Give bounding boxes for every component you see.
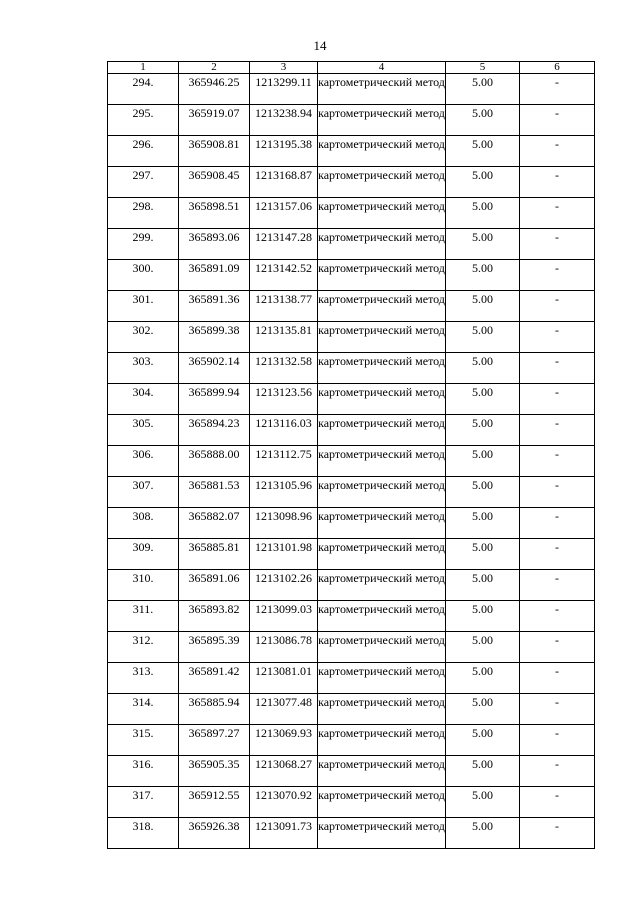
point-number-cell: 315. (108, 725, 179, 756)
point-number-cell: 298. (108, 198, 179, 229)
accuracy-cell: 5.00 (446, 198, 520, 229)
accuracy-cell: 5.00 (446, 105, 520, 136)
table-row (108, 787, 595, 818)
point-number-cell: 302. (108, 322, 179, 353)
x-coordinate-cell: 365885.94 (179, 694, 250, 725)
x-coordinate-cell: 365897.27 (179, 725, 250, 756)
point-number-cell: 301. (108, 291, 179, 322)
note-cell: - (520, 322, 595, 353)
table-body (108, 74, 595, 849)
method-cell: картометрический метод (318, 260, 446, 291)
accuracy-cell: 5.00 (446, 632, 520, 663)
y-coordinate-cell: 1213101.98 (250, 539, 318, 570)
point-number-cell: 313. (108, 663, 179, 694)
x-coordinate-cell: 365891.42 (179, 663, 250, 694)
accuracy-cell: 5.00 (446, 136, 520, 167)
accuracy-cell: 5.00 (446, 601, 520, 632)
x-coordinate-cell: 365926.38 (179, 818, 250, 849)
x-coordinate-cell: 365891.36 (179, 291, 250, 322)
note-cell: - (520, 632, 595, 663)
note-cell: - (520, 229, 595, 260)
table-row (108, 570, 595, 601)
point-number-cell: 296. (108, 136, 179, 167)
method-cell: картометрический метод (318, 725, 446, 756)
column-header: 5 (446, 62, 520, 74)
table-row (108, 136, 595, 167)
method-cell: картометрический метод (318, 570, 446, 601)
point-number-cell: 309. (108, 539, 179, 570)
y-coordinate-cell: 1213168.87 (250, 167, 318, 198)
note-cell: - (520, 477, 595, 508)
table-row (108, 291, 595, 322)
y-coordinate-cell: 1213077.48 (250, 694, 318, 725)
y-coordinate-cell: 1213116.03 (250, 415, 318, 446)
column-header: 4 (318, 62, 446, 74)
table-row (108, 818, 595, 849)
method-cell: картометрический метод (318, 477, 446, 508)
method-cell: картометрический метод (318, 322, 446, 353)
table-row (108, 446, 595, 477)
point-number-cell: 312. (108, 632, 179, 663)
note-cell: - (520, 694, 595, 725)
y-coordinate-cell: 1213068.27 (250, 756, 318, 787)
note-cell: - (520, 446, 595, 477)
x-coordinate-cell: 365888.00 (179, 446, 250, 477)
note-cell: - (520, 167, 595, 198)
accuracy-cell: 5.00 (446, 508, 520, 539)
point-number-cell: 318. (108, 818, 179, 849)
method-cell: картометрический метод (318, 446, 446, 477)
point-number-cell: 317. (108, 787, 179, 818)
x-coordinate-cell: 365881.53 (179, 477, 250, 508)
table-row (108, 353, 595, 384)
method-cell: картометрический метод (318, 167, 446, 198)
table-row (108, 167, 595, 198)
table-row (108, 632, 595, 663)
method-cell: картометрический метод (318, 756, 446, 787)
accuracy-cell: 5.00 (446, 787, 520, 818)
accuracy-cell: 5.00 (446, 570, 520, 601)
x-coordinate-cell: 365919.07 (179, 105, 250, 136)
accuracy-cell: 5.00 (446, 415, 520, 446)
note-cell: - (520, 756, 595, 787)
y-coordinate-cell: 1213135.81 (250, 322, 318, 353)
accuracy-cell: 5.00 (446, 756, 520, 787)
table-row (108, 74, 595, 105)
y-coordinate-cell: 1213299.11 (250, 74, 318, 105)
x-coordinate-cell: 365912.55 (179, 787, 250, 818)
accuracy-cell: 5.00 (446, 539, 520, 570)
table-row (108, 415, 595, 446)
table-row (108, 508, 595, 539)
table-header-row (108, 62, 595, 74)
point-number-cell: 308. (108, 508, 179, 539)
method-cell: картометрический метод (318, 694, 446, 725)
column-header: 2 (179, 62, 250, 74)
method-cell: картометрический метод (318, 384, 446, 415)
note-cell: - (520, 198, 595, 229)
table-row (108, 601, 595, 632)
accuracy-cell: 5.00 (446, 725, 520, 756)
accuracy-cell: 5.00 (446, 694, 520, 725)
note-cell: - (520, 136, 595, 167)
point-number-cell: 297. (108, 167, 179, 198)
coordinates-table (107, 61, 595, 849)
y-coordinate-cell: 1213091.73 (250, 818, 318, 849)
y-coordinate-cell: 1213142.52 (250, 260, 318, 291)
y-coordinate-cell: 1213081.01 (250, 663, 318, 694)
point-number-cell: 300. (108, 260, 179, 291)
accuracy-cell: 5.00 (446, 322, 520, 353)
page-number: 14 (313, 38, 327, 53)
note-cell: - (520, 291, 595, 322)
point-number-cell: 294. (108, 74, 179, 105)
note-cell: - (520, 725, 595, 756)
y-coordinate-cell: 1213123.56 (250, 384, 318, 415)
point-number-cell: 299. (108, 229, 179, 260)
method-cell: картометрический метод (318, 353, 446, 384)
column-header: 3 (250, 62, 318, 74)
table-row (108, 539, 595, 570)
accuracy-cell: 5.00 (446, 663, 520, 694)
method-cell: картометрический метод (318, 74, 446, 105)
accuracy-cell: 5.00 (446, 260, 520, 291)
y-coordinate-cell: 1213138.77 (250, 291, 318, 322)
x-coordinate-cell: 365895.39 (179, 632, 250, 663)
y-coordinate-cell: 1213132.58 (250, 353, 318, 384)
point-number-cell: 307. (108, 477, 179, 508)
y-coordinate-cell: 1213069.93 (250, 725, 318, 756)
note-cell: - (520, 260, 595, 291)
table-row (108, 322, 595, 353)
y-coordinate-cell: 1213102.26 (250, 570, 318, 601)
table-row (108, 229, 595, 260)
method-cell: картометрический метод (318, 229, 446, 260)
point-number-cell: 304. (108, 384, 179, 415)
point-number-cell: 314. (108, 694, 179, 725)
note-cell: - (520, 353, 595, 384)
x-coordinate-cell: 365882.07 (179, 508, 250, 539)
y-coordinate-cell: 1213147.28 (250, 229, 318, 260)
method-cell: картометрический метод (318, 632, 446, 663)
table-row (108, 694, 595, 725)
note-cell: - (520, 570, 595, 601)
y-coordinate-cell: 1213112.75 (250, 446, 318, 477)
column-header: 6 (520, 62, 595, 74)
accuracy-cell: 5.00 (446, 477, 520, 508)
table-row (108, 105, 595, 136)
note-cell: - (520, 818, 595, 849)
x-coordinate-cell: 365893.82 (179, 601, 250, 632)
note-cell: - (520, 74, 595, 105)
note-cell: - (520, 787, 595, 818)
x-coordinate-cell: 365894.23 (179, 415, 250, 446)
x-coordinate-cell: 365902.14 (179, 353, 250, 384)
table-row (108, 725, 595, 756)
accuracy-cell: 5.00 (446, 229, 520, 260)
note-cell: - (520, 105, 595, 136)
x-coordinate-cell: 365891.06 (179, 570, 250, 601)
table-row (108, 477, 595, 508)
y-coordinate-cell: 1213195.38 (250, 136, 318, 167)
x-coordinate-cell: 365885.81 (179, 539, 250, 570)
method-cell: картометрический метод (318, 601, 446, 632)
table-row (108, 198, 595, 229)
x-coordinate-cell: 365899.94 (179, 384, 250, 415)
note-cell: - (520, 601, 595, 632)
method-cell: картометрический метод (318, 198, 446, 229)
table-row (108, 384, 595, 415)
x-coordinate-cell: 365893.06 (179, 229, 250, 260)
note-cell: - (520, 415, 595, 446)
note-cell: - (520, 663, 595, 694)
method-cell: картометрический метод (318, 539, 446, 570)
point-number-cell: 303. (108, 353, 179, 384)
point-number-cell: 311. (108, 601, 179, 632)
method-cell: картометрический метод (318, 291, 446, 322)
y-coordinate-cell: 1213105.96 (250, 477, 318, 508)
y-coordinate-cell: 1213238.94 (250, 105, 318, 136)
accuracy-cell: 5.00 (446, 291, 520, 322)
accuracy-cell: 5.00 (446, 446, 520, 477)
column-header: 1 (108, 62, 179, 74)
method-cell: картометрический метод (318, 415, 446, 446)
note-cell: - (520, 539, 595, 570)
note-cell: - (520, 384, 595, 415)
accuracy-cell: 5.00 (446, 353, 520, 384)
method-cell: картометрический метод (318, 105, 446, 136)
table-row (108, 260, 595, 291)
x-coordinate-cell: 365898.51 (179, 198, 250, 229)
x-coordinate-cell: 365891.09 (179, 260, 250, 291)
method-cell: картометрический метод (318, 818, 446, 849)
point-number-cell: 316. (108, 756, 179, 787)
point-number-cell: 310. (108, 570, 179, 601)
accuracy-cell: 5.00 (446, 167, 520, 198)
method-cell: картометрический метод (318, 136, 446, 167)
y-coordinate-cell: 1213099.03 (250, 601, 318, 632)
y-coordinate-cell: 1213086.78 (250, 632, 318, 663)
point-number-cell: 305. (108, 415, 179, 446)
x-coordinate-cell: 365905.35 (179, 756, 250, 787)
x-coordinate-cell: 365908.45 (179, 167, 250, 198)
method-cell: картометрический метод (318, 787, 446, 818)
table-row (108, 756, 595, 787)
point-number-cell: 295. (108, 105, 179, 136)
note-cell: - (520, 508, 595, 539)
x-coordinate-cell: 365899.38 (179, 322, 250, 353)
accuracy-cell: 5.00 (446, 384, 520, 415)
y-coordinate-cell: 1213157.06 (250, 198, 318, 229)
method-cell: картометрический метод (318, 663, 446, 694)
point-number-cell: 306. (108, 446, 179, 477)
table-row (108, 663, 595, 694)
method-cell: картометрический метод (318, 508, 446, 539)
x-coordinate-cell: 365946.25 (179, 74, 250, 105)
y-coordinate-cell: 1213098.96 (250, 508, 318, 539)
x-coordinate-cell: 365908.81 (179, 136, 250, 167)
y-coordinate-cell: 1213070.92 (250, 787, 318, 818)
accuracy-cell: 5.00 (446, 818, 520, 849)
accuracy-cell: 5.00 (446, 74, 520, 105)
